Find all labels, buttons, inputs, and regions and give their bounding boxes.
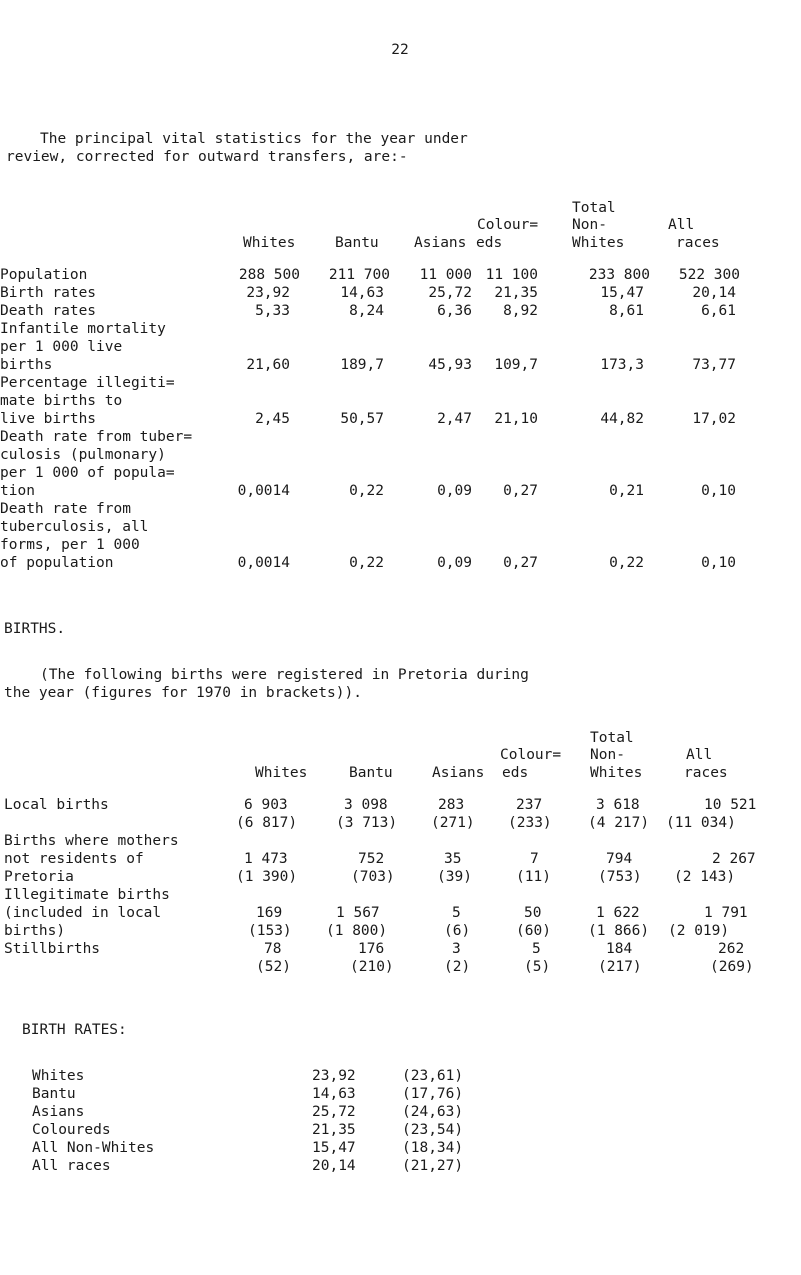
- intro-line-1: The principal vital statistics for the year under: [40, 131, 468, 147]
- vital-header-total-3: Whites: [572, 235, 625, 251]
- vital-cell-whites: 5,33: [255, 303, 290, 319]
- births-cell-bantu: 1 567: [336, 905, 380, 921]
- vital-header-whites: Whites: [243, 235, 296, 251]
- births-heading: BIRTHS.: [4, 621, 66, 637]
- vital-cell-bantu: 189,7: [340, 357, 384, 373]
- vital-cell-bantu: 8,24: [349, 303, 384, 319]
- births-cell-coloureds-prev: (60): [516, 923, 551, 939]
- vital-cell-whites: 21,60: [246, 357, 290, 373]
- vital-cell-asians: 0,09: [437, 555, 472, 571]
- vital-cell-whites: 2,45: [255, 411, 290, 427]
- births-cell-asians: 3: [452, 941, 461, 957]
- birth-rate-value: 21,35: [312, 1122, 356, 1138]
- vital-row-label: mate births to: [0, 393, 123, 409]
- vital-row-label: Infantile mortality: [0, 321, 166, 337]
- birth-rate-value: 14,63: [312, 1086, 356, 1102]
- births-cell-asians: 35: [444, 851, 462, 867]
- births-cell-all-prev: (269): [710, 959, 754, 975]
- births-cell-bantu: 176: [358, 941, 385, 957]
- vital-cell-all: 20,14: [692, 285, 736, 301]
- births-row-label: not residents of: [4, 851, 144, 867]
- births-header-all-2: races: [684, 765, 728, 781]
- birth-rate-previous: (24,63): [402, 1104, 464, 1120]
- births-header-asians: Asians: [432, 765, 485, 781]
- vital-cell-total: 233 800: [588, 267, 650, 283]
- page-number: 22: [391, 42, 409, 58]
- vital-cell-whites: 0,0014: [237, 555, 290, 571]
- births-cell-coloureds-prev: (5): [524, 959, 551, 975]
- birth-rate-label: Bantu: [32, 1086, 76, 1102]
- births-row-label: Births where mothers: [4, 833, 179, 849]
- vital-cell-asians: 2,47: [437, 411, 472, 427]
- births-cell-asians-prev: (271): [431, 815, 475, 831]
- births-cell-total-prev: (1 866): [588, 923, 650, 939]
- births-row-label: Stillbirths: [4, 941, 101, 957]
- vital-header-asians: Asians: [414, 235, 467, 251]
- vital-cell-coloureds: 0,27: [503, 483, 538, 499]
- birth-rates-heading: BIRTH RATES:: [22, 1022, 127, 1038]
- birth-rate-previous: (21,27): [402, 1158, 464, 1174]
- vital-row-label: per 1 000 of popula=: [0, 465, 175, 481]
- births-cell-whites-prev: (153): [248, 923, 292, 939]
- vital-cell-all: 0,10: [701, 483, 736, 499]
- vital-cell-total: 0,21: [609, 483, 644, 499]
- vital-cell-bantu: 50,57: [340, 411, 384, 427]
- vital-cell-asians: 6,36: [437, 303, 472, 319]
- vital-cell-total: 0,22: [609, 555, 644, 571]
- births-cell-whites: 1 473: [244, 851, 288, 867]
- vital-row-label: Death rate from tuber=: [0, 429, 193, 445]
- births-cell-all-prev: (2 019): [668, 923, 730, 939]
- births-cell-coloureds: 50: [524, 905, 542, 921]
- births-note-line-1: (The following births were registered in Pretoria during: [40, 667, 529, 683]
- vital-row-label: of population: [0, 555, 114, 571]
- vital-cell-coloureds: 21,35: [494, 285, 538, 301]
- births-cell-all-prev: (11 034): [666, 815, 736, 831]
- vital-cell-all: 0,10: [701, 555, 736, 571]
- birth-rate-label: Asians: [32, 1104, 85, 1120]
- births-cell-coloureds: 237: [516, 797, 543, 813]
- vital-cell-asians: 11 000: [419, 267, 472, 283]
- vital-header-bantu: Bantu: [335, 235, 379, 251]
- births-cell-coloureds: 5: [532, 941, 541, 957]
- vital-cell-whites: 23,92: [246, 285, 290, 301]
- births-header-total-2: Non-: [590, 747, 625, 763]
- vital-cell-all: 17,02: [692, 411, 736, 427]
- vital-row-label: Population: [0, 267, 88, 283]
- births-cell-whites: 78: [264, 941, 282, 957]
- vital-cell-all: 73,77: [692, 357, 736, 373]
- vital-cell-whites: 288 500: [238, 267, 300, 283]
- vital-cell-coloureds: 0,27: [503, 555, 538, 571]
- births-cell-total: 184: [606, 941, 633, 957]
- vital-header-coloureds-2: eds: [476, 235, 503, 251]
- births-cell-total: 3 618: [596, 797, 640, 813]
- vital-row-label: Death rates: [0, 303, 97, 319]
- births-header-coloureds-2: eds: [502, 765, 529, 781]
- vital-cell-whites: 0,0014: [237, 483, 290, 499]
- vital-row-label: per 1 000 live: [0, 339, 123, 355]
- vital-cell-asians: 25,72: [428, 285, 472, 301]
- vital-cell-coloureds: 109,7: [494, 357, 538, 373]
- birth-rate-label: All Non-Whites: [32, 1140, 155, 1156]
- births-cell-total: 794: [606, 851, 633, 867]
- births-note-line-2: the year (figures for 1970 in brackets)).: [4, 685, 362, 701]
- vital-cell-total: 173,3: [600, 357, 644, 373]
- births-cell-bantu-prev: (3 713): [336, 815, 398, 831]
- births-cell-whites-prev: (6 817): [236, 815, 298, 831]
- birth-rate-value: 15,47: [312, 1140, 356, 1156]
- births-cell-bantu: 752: [358, 851, 385, 867]
- births-row-label: births): [4, 923, 66, 939]
- vital-row-label: tuberculosis, all: [0, 519, 149, 535]
- births-cell-coloureds-prev: (11): [516, 869, 551, 885]
- births-cell-total: 1 622: [596, 905, 640, 921]
- births-cell-asians-prev: (2): [444, 959, 471, 975]
- births-cell-whites-prev: (52): [256, 959, 291, 975]
- births-header-total-1: Total: [590, 730, 634, 746]
- births-header-total-3: Whites: [590, 765, 643, 781]
- births-cell-bantu-prev: (210): [350, 959, 394, 975]
- births-cell-whites: 169: [256, 905, 283, 921]
- births-cell-all-prev: (2 143): [674, 869, 736, 885]
- vital-row-label: live births: [0, 411, 97, 427]
- birth-rate-previous: (17,76): [402, 1086, 464, 1102]
- births-row-label: (included in local: [4, 905, 162, 921]
- vital-row-label: forms, per 1 000: [0, 537, 140, 553]
- births-cell-whites-prev: (1 390): [236, 869, 298, 885]
- births-header-all-1: All: [686, 747, 713, 763]
- birth-rate-label: All races: [32, 1158, 111, 1174]
- birth-rate-value: 20,14: [312, 1158, 356, 1174]
- births-cell-bantu-prev: (1 800): [326, 923, 388, 939]
- births-cell-asians: 5: [452, 905, 461, 921]
- vital-cell-asians: 45,93: [428, 357, 472, 373]
- vital-row-label: Death rate from: [0, 501, 131, 517]
- vital-cell-bantu: 0,22: [349, 483, 384, 499]
- births-cell-bantu-prev: (703): [351, 869, 395, 885]
- births-cell-asians-prev: (39): [437, 869, 472, 885]
- births-cell-coloureds: 7: [530, 851, 539, 867]
- vital-cell-total: 44,82: [600, 411, 644, 427]
- vital-cell-all: 522 300: [678, 267, 740, 283]
- births-cell-all: 2 267: [712, 851, 756, 867]
- birth-rate-previous: (23,61): [402, 1068, 464, 1084]
- births-cell-coloureds-prev: (233): [508, 815, 552, 831]
- births-cell-total-prev: (753): [598, 869, 642, 885]
- vital-row-label: culosis (pulmonary): [0, 447, 166, 463]
- births-row-label: Illegitimate births: [4, 887, 170, 903]
- birth-rate-previous: (18,34): [402, 1140, 464, 1156]
- intro-line-2: review, corrected for outward transfers, are:-: [6, 149, 408, 165]
- vital-cell-all: 6,61: [701, 303, 736, 319]
- vital-cell-total: 8,61: [609, 303, 644, 319]
- births-cell-all: 10 521: [704, 797, 757, 813]
- births-header-coloureds-1: Colour=: [500, 747, 562, 763]
- birth-rate-value: 25,72: [312, 1104, 356, 1120]
- births-cell-all: 1 791: [704, 905, 748, 921]
- births-cell-asians-prev: (6): [444, 923, 471, 939]
- vital-row-label: Percentage illegiti=: [0, 375, 175, 391]
- birth-rate-previous: (23,54): [402, 1122, 464, 1138]
- births-cell-total-prev: (217): [598, 959, 642, 975]
- birth-rate-label: Whites: [32, 1068, 85, 1084]
- vital-cell-bantu: 14,63: [340, 285, 384, 301]
- vital-cell-coloureds: 11 100: [485, 267, 538, 283]
- vital-row-label: births: [0, 357, 53, 373]
- births-cell-bantu: 3 098: [344, 797, 388, 813]
- births-row-label: Pretoria: [4, 869, 74, 885]
- births-cell-total-prev: (4 217): [588, 815, 650, 831]
- birth-rate-value: 23,92: [312, 1068, 356, 1084]
- vital-cell-coloureds: 21,10: [494, 411, 538, 427]
- vital-header-total-2: Non-: [572, 217, 607, 233]
- births-cell-all: 262: [718, 941, 745, 957]
- births-header-bantu: Bantu: [349, 765, 393, 781]
- vital-header-all-2: races: [676, 235, 720, 251]
- vital-header-total-1: Total: [572, 200, 616, 216]
- vital-cell-asians: 0,09: [437, 483, 472, 499]
- vital-row-label: tion: [0, 483, 35, 499]
- vital-header-all-1: All: [668, 217, 695, 233]
- births-cell-whites: 6 903: [244, 797, 288, 813]
- births-row-label: Local births: [4, 797, 109, 813]
- vital-cell-total: 15,47: [600, 285, 644, 301]
- vital-cell-bantu: 211 700: [328, 267, 390, 283]
- vital-header-coloureds-1: Colour=: [477, 217, 539, 233]
- birth-rate-label: Coloureds: [32, 1122, 111, 1138]
- vital-cell-bantu: 0,22: [349, 555, 384, 571]
- vital-row-label: Birth rates: [0, 285, 97, 301]
- vital-cell-coloureds: 8,92: [503, 303, 538, 319]
- births-header-whites: Whites: [255, 765, 308, 781]
- births-cell-asians: 283: [438, 797, 465, 813]
